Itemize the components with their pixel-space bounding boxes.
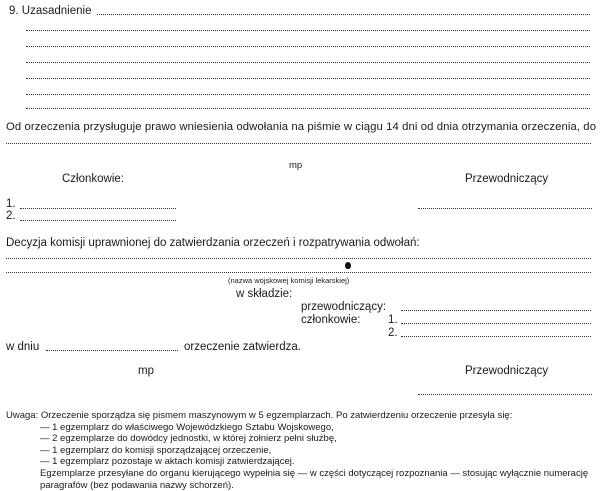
justification-line[interactable]: [26, 30, 590, 31]
composition-label: w składzie:: [236, 288, 293, 300]
commission-name-caption: (nazwa wojskowej komisji lekarskiej): [228, 276, 350, 285]
approval-chairman-signature-line[interactable]: [418, 394, 592, 395]
decision-members-label: członkowie:: [301, 314, 361, 326]
chairman-label: Przewodniczący: [465, 173, 549, 185]
note-line: — 2 egzemplarze do dowódcy jednostki, w której żołnierz pełni służbę,: [40, 433, 337, 445]
date-prefix: w dniu: [6, 341, 40, 353]
members-label: Członkowie:: [62, 173, 124, 185]
decision-chairman-line[interactable]: [401, 310, 591, 311]
note-line: Egzemplarze przesyłane do organu kierującego wypełnia się — w części dotyczącej rozpoznania — stosując wyłącznie numerację: [40, 467, 589, 479]
approval-chairman-label: Przewodniczący: [465, 365, 549, 377]
note-label: Uwaga:: [6, 410, 39, 421]
member-1-number: 1.: [6, 198, 16, 210]
decision-member-2-number: 2.: [388, 327, 398, 339]
seal-mark: [345, 262, 351, 269]
justification-line[interactable]: [26, 78, 590, 79]
justification-line[interactable]: [26, 108, 590, 109]
chairman-signature-line[interactable]: [418, 208, 592, 209]
note-line: — 1 egzemplarz do komisji sporządzającej orzeczenie,: [40, 444, 272, 456]
decision-member-1-number: 1.: [388, 314, 398, 326]
member-1-signature-line[interactable]: [20, 208, 176, 209]
decision-body-line[interactable]: [6, 258, 591, 259]
note-line: — 1 egzemplarz pozostaje w aktach komisji zatwierdzającej.: [40, 456, 295, 468]
member-2-number: 2.: [6, 210, 16, 222]
stamp-place-label: mp: [289, 160, 303, 171]
appeal-body-line[interactable]: [6, 143, 591, 144]
section-9-label: 9. Uzasadnienie: [9, 5, 92, 17]
note-line: paragrafów (bez podawania nazwy schorzeń).: [40, 479, 234, 491]
justification-line[interactable]: [97, 14, 590, 15]
decision-member-1-line[interactable]: [401, 323, 591, 324]
note-line: Orzeczenie sporządza się pismem maszynowym w 5 egzemplarzach. Po zatwierdzeniu orzeczenie przesyła się:: [40, 410, 513, 421]
approval-text: orzeczenie zatwierdza.: [184, 341, 301, 353]
instructions-note: [6, 410, 596, 491]
decision-chairman-label: przewodniczący:: [301, 301, 387, 313]
justification-line[interactable]: [26, 94, 590, 95]
member-2-signature-line[interactable]: [20, 220, 176, 221]
decision-date-line[interactable]: [46, 350, 178, 351]
commission-name-line[interactable]: [6, 272, 591, 273]
appeal-text: Od orzeczenia przysługuje prawo wniesienia odwołania na piśmie w ciągu 14 dni od dnia otrzymania orzeczenia, do: [6, 121, 597, 133]
justification-line[interactable]: [26, 62, 590, 63]
decision-member-2-line[interactable]: [401, 336, 591, 337]
note-line: — 1 egzemplarz do właściwego Wojewódzkiego Sztabu Wojskowego,: [40, 421, 334, 433]
decision-text: Decyzja komisji uprawnionej do zatwierdzania orzeczeń i rozpatrywania odwołań:: [6, 237, 420, 249]
stamp-place-label-2: mp: [138, 365, 154, 377]
justification-line[interactable]: [26, 46, 590, 47]
